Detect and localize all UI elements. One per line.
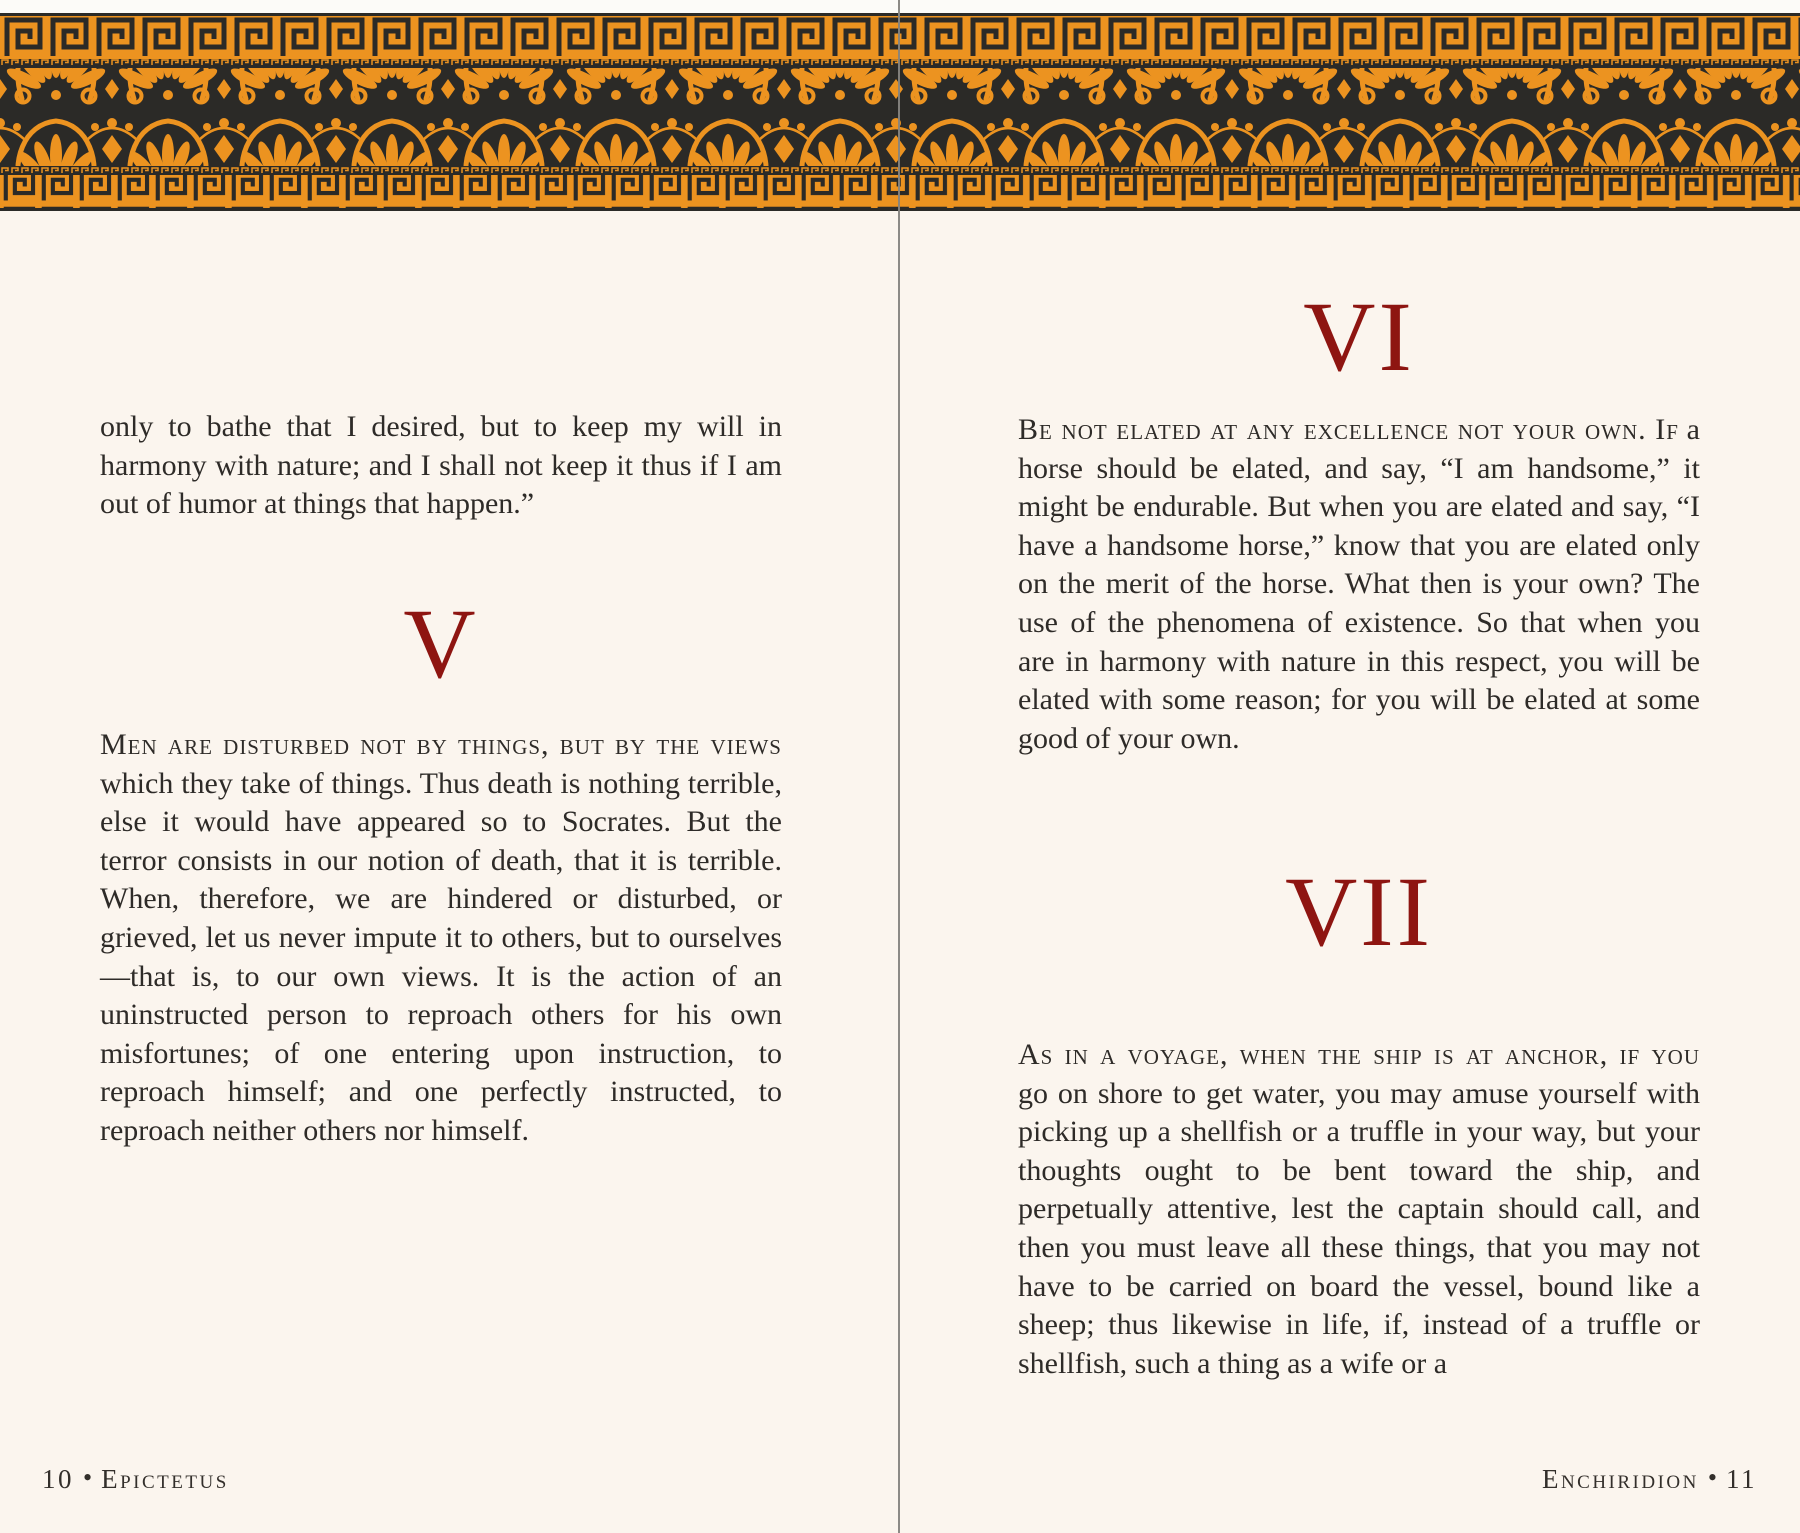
chapter-numeral: VI [1303,281,1415,392]
chapter-vi-paragraph [1018,411,1700,758]
chapter-numeral: VII [1285,856,1433,967]
page-number: 10 [42,1464,74,1494]
chapter-body-text: which they take of things. Thus death is nothing terrible, else it would have appeared so to Socrates. But the terror consists in our notion of death, that it is terrible. When, therefore, we are hindered or disturbed, or grieved, let us never impute it to others, but to ourselves—that is, to our own views. It is the action of an uninstructed person to reproach others for his own misfortunes; of one entering upon instruction, to reproach himself; and one perfectly instructed, to reproach neither others nor himself. [100,766,782,1147]
chapter-lead-small-caps: Men are disturbed not by things, but by the views [100,728,782,761]
chapter-body-text: go on shore to get water, you may amuse yourself with picking up a shellfish or a truffle in your way, but your thoughts ought to be bent toward the ship, and perpetually attentive, lest the captain should call, and then you must leave all these things, that you may not have to be carried on board the vessel, bound like a sheep; thus likewise in life, if, instead of a truffle or shellfish, such a thing as a wife or a [1018,1076,1700,1380]
chapter-lead-small-caps: As in a voyage, when the ship is at anchor, if you [1018,1038,1700,1071]
running-title: Enchiridion [1541,1464,1699,1494]
left-page-footer [42,1462,229,1497]
chapter-heading-vii [1018,856,1700,967]
chapter-v-paragraph [100,726,782,1151]
page-gutter-divider [898,0,900,1533]
running-title: Epictetus [101,1464,229,1494]
chapter-heading-v [100,588,782,699]
footer-bullet-separator: • [83,1463,93,1492]
greek-border-graphic [0,13,1800,211]
chapter-lead-small-caps: Be not elated at any excellence not your own. If [1018,413,1679,446]
paragraph-text: only to bathe that I desired, but to keep my will in harmony with nature; and I shall not keep it thus if I am out of humor at things that happen.” [100,410,782,521]
chapter-numeral: V [403,588,479,699]
chapter-heading-vi [1018,281,1700,392]
chapter-vii-paragraph [1018,1036,1700,1383]
footer-bullet-separator: • [1707,1463,1717,1492]
right-page-footer [1542,1462,1757,1497]
page-number: 11 [1726,1464,1757,1494]
top-margin-strip [0,0,1800,13]
greek-ornament-border [0,13,1800,211]
chapter-body-text: a horse should be elated, and say, “I am handsome,” it might be endurable. But when you are elated and say, “I have a handsome horse,” know that you are elated only on the merit of the horse. What then is your own? The use of the phenomena of existence. So that when you are in harmony with nature in this respect, you will be elated with some reason; for you will be elated at some good of your own. [1018,413,1700,755]
left-page-continuation-paragraph [100,408,782,524]
